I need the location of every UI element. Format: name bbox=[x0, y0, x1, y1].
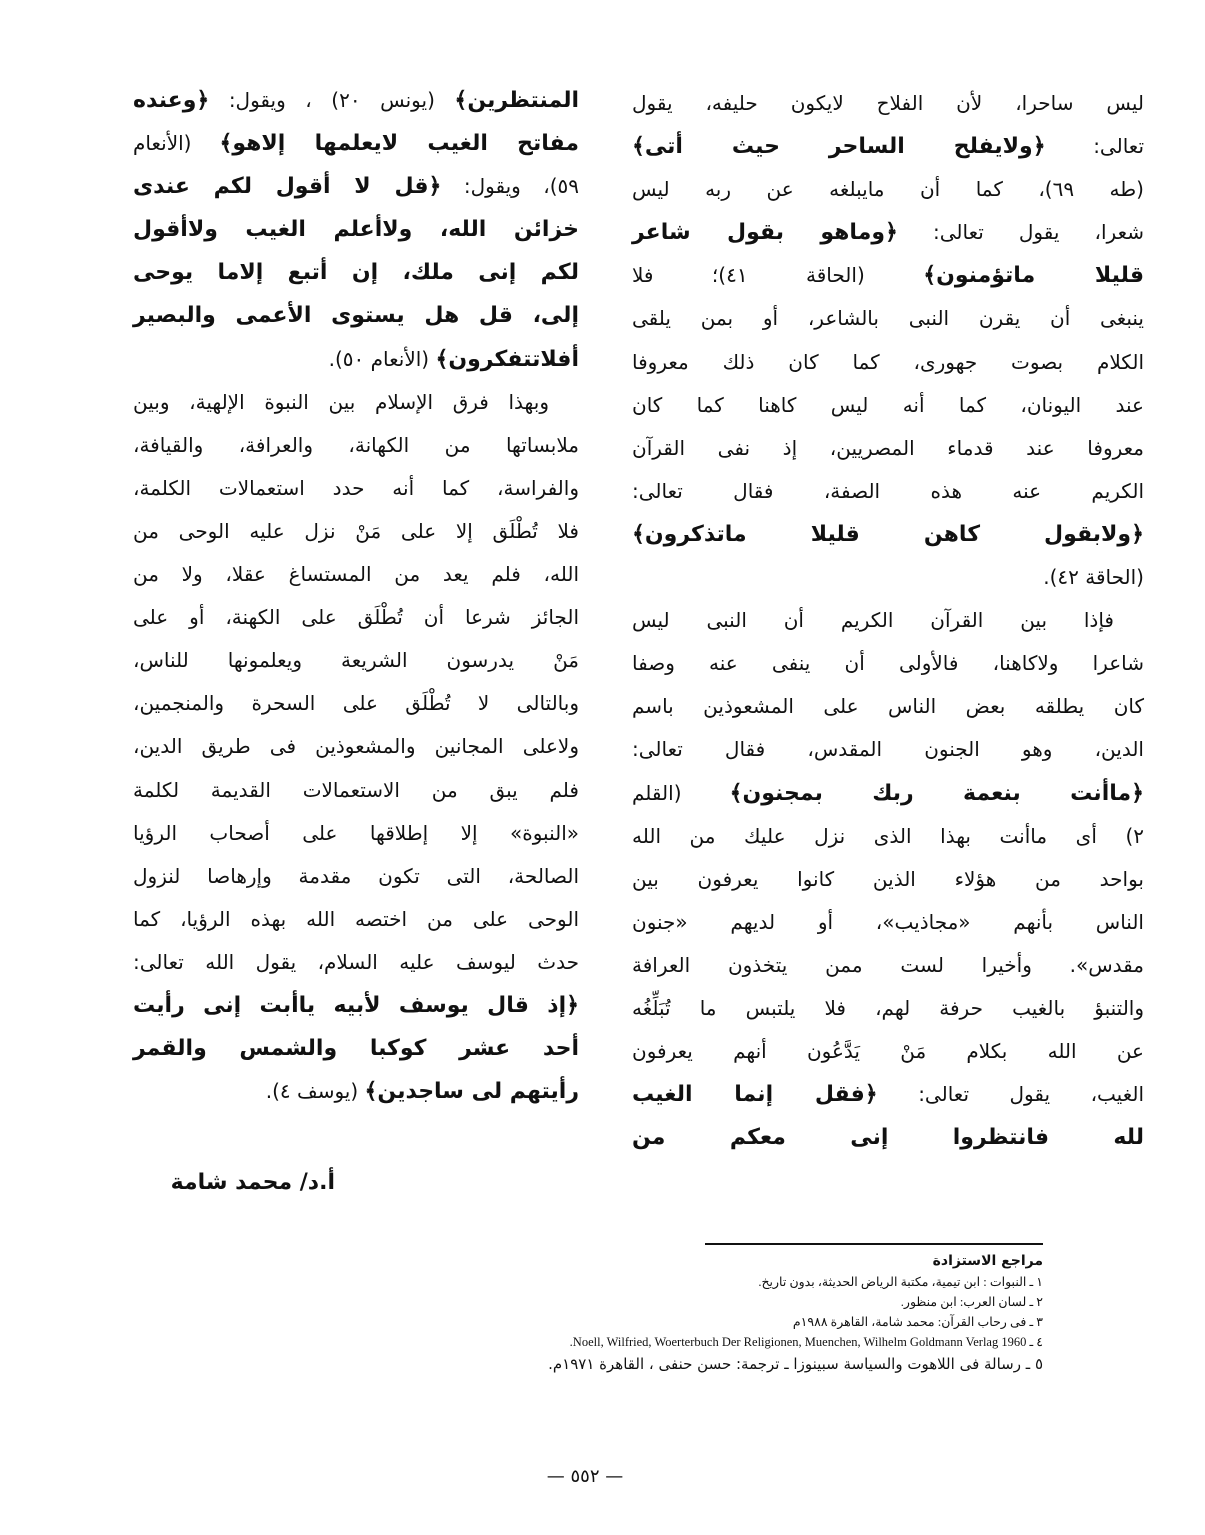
text-line bbox=[133, 596, 579, 639]
body-text: الله، فلم يعد من المستساغ عقلا، ولا من bbox=[133, 562, 579, 587]
body-text: (طه ٦٩)، كما أن مايبلغه عن ربه ليس bbox=[632, 177, 1144, 202]
body-text: ينبغى أن يقرن النبى بالشاعر، أو بمن يلقى bbox=[632, 306, 1144, 331]
text-line bbox=[632, 987, 1144, 1030]
quran-quote: خزائن الله، ولاأعلم الغيب ولاأقول bbox=[133, 217, 579, 243]
body-text: (الحاقة ٤١)؛ فلا bbox=[632, 263, 924, 288]
body-text: ليس ساحرا، لأن الفلاح لايكون حليفه، يقول bbox=[632, 91, 1144, 115]
text-line bbox=[133, 510, 579, 553]
body-text: معروفا عند قدماء المصريين، إذ نفى القرآن bbox=[632, 435, 1144, 460]
text-line bbox=[133, 898, 579, 941]
body-text: كان يطلقه بعض الناس على المشعوذين باسم bbox=[632, 694, 1144, 719]
body-text: شعرا، يقول تعالى: bbox=[897, 220, 1144, 245]
text-line bbox=[632, 1116, 1144, 1159]
footnote-divider bbox=[705, 1243, 1043, 1245]
text-line bbox=[632, 513, 1144, 556]
text-line bbox=[133, 208, 579, 251]
text-line bbox=[632, 125, 1144, 168]
body-text: بواحد من هؤلاء الذين كانوا يعرفون بين bbox=[632, 866, 1144, 891]
body-text: وبهذا فرق الإسلام بين النبوة الإلهية، وبين bbox=[133, 389, 549, 414]
quran-quote: إلى، قل هل يستوى الأعمى والبصير bbox=[133, 303, 579, 329]
page-number: — ٥٥٢ — bbox=[546, 1466, 624, 1487]
references-title: مراجع الاستزادة bbox=[932, 1253, 1043, 1269]
quran-quote: أحد عشر كوكبا والشمس والقمر bbox=[133, 1036, 579, 1062]
text-line bbox=[133, 338, 579, 381]
body-text: الكريم عنه هذه الصفة، فقال تعالى: bbox=[632, 478, 1144, 503]
body-text: (الأنعام ٥٠). bbox=[328, 346, 436, 371]
text-line bbox=[632, 470, 1144, 513]
body-text: ٢) أى ماأنت بهذا الذى نزل عليك من الله bbox=[632, 823, 1144, 848]
text-line bbox=[133, 294, 579, 337]
body-text: فلا تُطْلَق إلا على مَنْ نزل عليه الوحى من bbox=[133, 518, 579, 543]
text-line bbox=[632, 685, 1144, 728]
text-line bbox=[133, 984, 579, 1027]
quran-quote: أفلاتتفكرون﴾ bbox=[435, 346, 579, 372]
text-line bbox=[133, 553, 579, 596]
body-text: فإذا بين القرآن الكريم أن النبى ليس bbox=[632, 608, 1114, 633]
text-line bbox=[632, 599, 1144, 642]
body-text: ملابساتها من الكهانة، والعرافة، والقيافة، bbox=[133, 432, 579, 457]
quran-quote: ﴿فقل إنما الغيب bbox=[632, 1082, 878, 1108]
body-text: «النبوة» إلا إطلاقها على أصحاب الرؤيا bbox=[133, 820, 579, 845]
text-line bbox=[632, 427, 1144, 470]
text-line bbox=[632, 556, 1144, 599]
body-text: مَنْ يدرسون الشريعة ويعلمونها للناس، bbox=[133, 648, 579, 673]
text-line bbox=[632, 341, 1144, 384]
body-text: (يونس ٢٠) ، ويقول: bbox=[209, 88, 455, 112]
text-line bbox=[133, 467, 579, 510]
body-text: (يوسف ٤). bbox=[265, 1079, 365, 1104]
body-text: الناس بأنهم «مجاذيب»، أو لديهم «جنون bbox=[632, 909, 1144, 934]
text-line bbox=[133, 1070, 579, 1113]
body-text: (الحاقة ٤٢). bbox=[1043, 565, 1144, 590]
text-line bbox=[632, 1030, 1144, 1073]
body-text: تعالى: bbox=[1045, 134, 1145, 159]
quran-quote: قليلا ماتؤمنون﴾ bbox=[923, 263, 1144, 289]
body-text: الدين، وهو الجنون المقدس، فقال تعالى: bbox=[632, 737, 1144, 762]
quran-quote: ﴿ولابقول كاهن قليلا ماتذكرون﴾ bbox=[632, 521, 1144, 547]
body-text: شاعرا ولاكاهنا، فالأولى أن ينفى عنه وصفا bbox=[632, 651, 1144, 676]
text-line bbox=[133, 812, 579, 855]
text-line bbox=[632, 254, 1144, 297]
body-text: عن الله بكلام مَنْ يَدَّعُون أنهم يعرفون bbox=[632, 1039, 1144, 1064]
quran-quote: ﴿ماأنت بنعمة ربك بمجنون﴾ bbox=[729, 780, 1145, 806]
body-text: مقدس». وأخيرا لست ممن يتخذون العرافة bbox=[632, 952, 1144, 977]
body-text: فلم يبق من الاستعمالات القديمة لكلمة bbox=[133, 777, 579, 802]
body-text: (الأنعام bbox=[133, 131, 220, 156]
text-line bbox=[133, 251, 579, 294]
text-line bbox=[632, 728, 1144, 771]
text-line bbox=[133, 769, 579, 812]
body-text: الوحى على من اختصه الله بهذه الرؤيا، كما bbox=[133, 906, 579, 931]
text-line bbox=[632, 901, 1144, 944]
body-text: الجائز شرعا أن تُطْلَق على الكهنة، أو على bbox=[133, 605, 579, 630]
text-line bbox=[632, 858, 1144, 901]
text-line bbox=[133, 682, 579, 725]
text-line bbox=[632, 211, 1144, 254]
body-text: والتنبؤ بالغيب حرفة لهم، فلا يلتبس ما تُبَلِّغُه bbox=[632, 995, 1144, 1020]
text-line bbox=[632, 1073, 1144, 1116]
reference-item: ٤ ـ Noell, Wilfried, Woerterbuch Der Religionen, Muenchen, Wilhelm Goldmann Verlag 1960. bbox=[569, 1335, 1043, 1349]
right-text-column bbox=[632, 82, 1144, 1159]
body-text: الكلام بصوت جهورى، كما كان ذلك معروفا bbox=[632, 349, 1144, 374]
text-line bbox=[133, 639, 579, 682]
quran-quote: مفاتح الغيب لايعلمها إلاهو﴾ bbox=[219, 131, 579, 157]
text-line bbox=[133, 424, 579, 467]
body-text: والفراسة، كما أنه حدد استعمالات الكلمة، bbox=[133, 475, 579, 500]
text-line bbox=[632, 642, 1144, 685]
body-text: وبالتالى لا تُطْلَق على السحرة والمنجمين، bbox=[133, 691, 579, 716]
quran-quote: ﴿ولايفلح الساحر حيث أتى﴾ bbox=[632, 134, 1046, 160]
left-text-column bbox=[133, 79, 579, 1113]
text-line bbox=[632, 82, 1144, 125]
quran-quote: لكم إنى ملك، إن أتبع إلاما يوحى bbox=[133, 260, 579, 286]
quran-quote: ﴿قل لا أقول لكم عندى bbox=[133, 174, 442, 200]
body-text: (القلم bbox=[632, 780, 730, 805]
text-line bbox=[133, 122, 579, 165]
text-line bbox=[632, 297, 1144, 340]
body-text: حدث ليوسف عليه السلام، يقول الله تعالى: bbox=[133, 949, 579, 974]
text-line bbox=[133, 165, 579, 208]
reference-item: ٣ ـ فى رحاب القرآن: محمد شامة، القاهرة ١٩٨٨م bbox=[792, 1315, 1043, 1329]
quran-quote: المنتظرين﴾ bbox=[454, 88, 579, 113]
quran-quote: ﴿وعنده bbox=[133, 88, 210, 113]
text-line bbox=[632, 384, 1144, 427]
body-text: ٥٩)، ويقول: bbox=[441, 174, 579, 199]
text-line bbox=[133, 1027, 579, 1070]
text-line bbox=[632, 772, 1144, 815]
reference-item: ٥ ـ رسالة فى اللاهوت والسياسة سبينوزا ـ ترجمة: حسن حنفى ، القاهرة ١٩٧١م. bbox=[548, 1355, 1043, 1373]
text-line bbox=[133, 855, 579, 898]
body-text: ولاعلى المجانين والمشعوذين فى طريق الدين، bbox=[133, 734, 579, 759]
quran-quote: رأيتهم لى ساجدين﴾ bbox=[364, 1079, 579, 1105]
author-signature: أ.د/ محمد شامة bbox=[170, 1170, 335, 1195]
references-section bbox=[400, 1250, 1043, 1376]
text-line bbox=[632, 815, 1144, 858]
text-line bbox=[133, 941, 579, 984]
text-line bbox=[133, 725, 579, 768]
reference-item: ١ ـ النبوات : ابن تيمية، مكتبة الرياض الحديثة، بدون تاريخ. bbox=[758, 1275, 1043, 1289]
text-line bbox=[133, 79, 579, 122]
quran-quote: ﴿إذ قال يوسف لأبيه ياأبت إنى رأيت bbox=[133, 992, 579, 1018]
quran-quote: لله فانتظروا إنى معكم من bbox=[632, 1125, 1144, 1151]
body-text: عند اليونان، كما أنه ليس كاهنا كما كان bbox=[632, 392, 1144, 417]
text-line bbox=[632, 944, 1144, 987]
body-text: الغيب، يقول تعالى: bbox=[877, 1082, 1144, 1107]
text-line bbox=[133, 381, 579, 424]
body-text: الصالحة، التى تكون مقدمة وإرهاصا لنزول bbox=[133, 863, 579, 888]
quran-quote: ﴿وماهو بقول شاعر bbox=[632, 220, 898, 246]
reference-item: ٢ ـ لسان العرب: ابن منظور. bbox=[900, 1295, 1043, 1309]
text-line bbox=[632, 168, 1144, 211]
